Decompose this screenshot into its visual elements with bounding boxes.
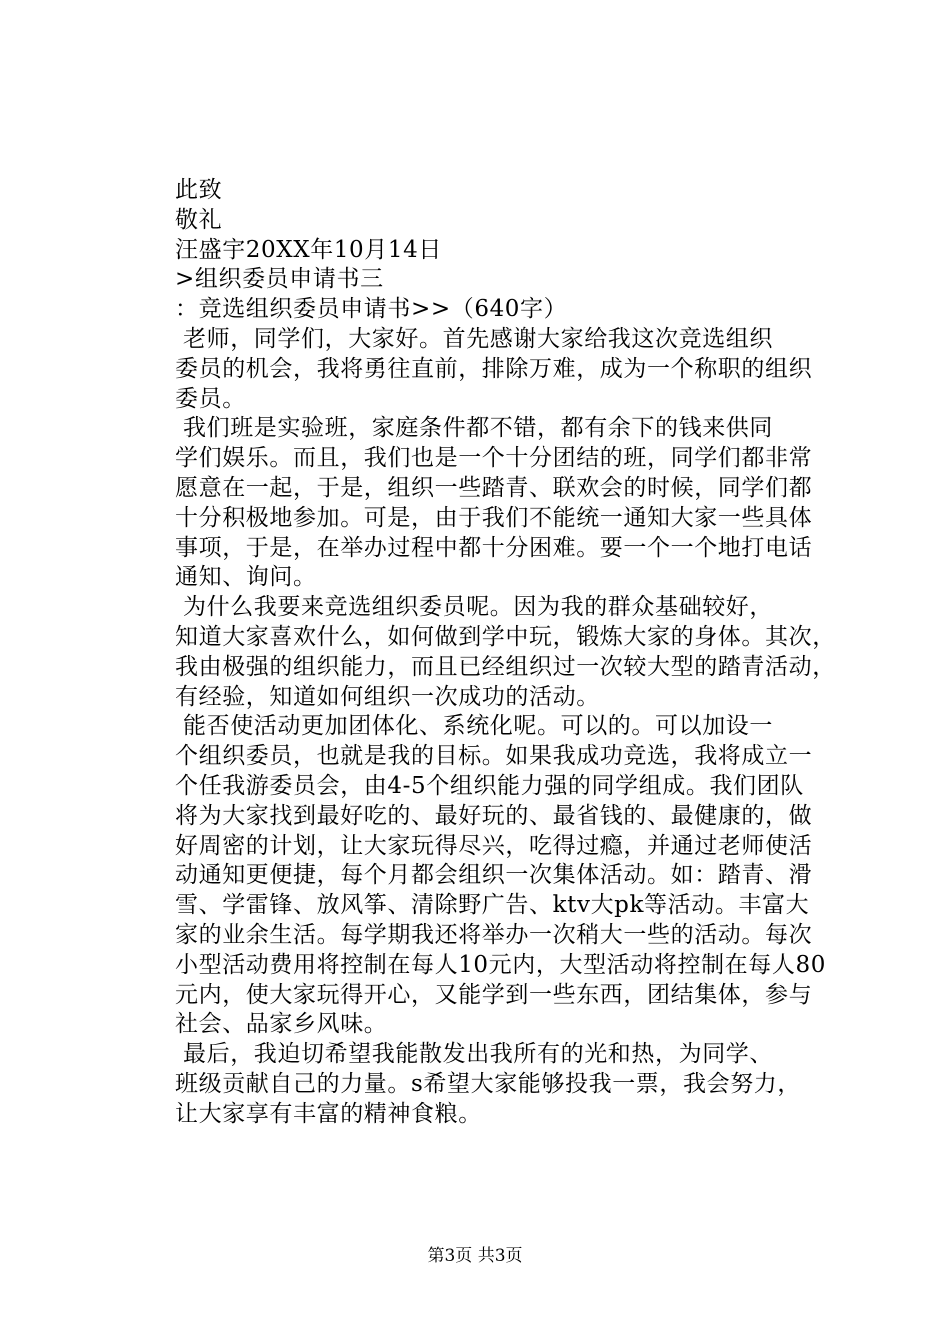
paragraph-line: 事项，于是，在举办过程中都十分困难。要一个一个地打电话 <box>175 534 813 561</box>
closing-salutation: 此致 <box>175 177 223 203</box>
paragraph-line: 家的业余生活。每学期我还将举办一次稍大一些的活动。每次 <box>175 921 813 948</box>
paragraph-line: 委员的机会，我将勇往直前，排除万难，成为一个称职的组织 <box>175 355 813 382</box>
paragraph-line: 个组织委员，也就是我的目标。如果我成功竞选，我将成立一 <box>175 743 813 770</box>
document-body <box>175 176 835 1130</box>
paragraph-line: 好周密的计划，让大家玩得尽兴，吃得过瘾，并通过老师使活 <box>175 832 813 859</box>
paragraph-class-background <box>175 414 835 593</box>
paragraph-line: 为什么我要来竞选组织委员呢。因为我的群众基础较好， <box>183 594 773 621</box>
paragraph-line: 最后，我迫切希望我能散发出我所有的光和热，为同学、 <box>183 1041 773 1068</box>
paragraph-line: 学们娱乐。而且，我们也是一个十分团结的班，同学们都非常 <box>175 445 813 472</box>
paragraph-line: 我们班是实验班，家庭条件都不错，都有余下的钱来供同 <box>183 415 773 442</box>
paragraph-line: 班级贡献自己的力量。s希望大家能够投我一票，我会努力， <box>175 1070 802 1097</box>
page-number-footer: 第3页 共3页 <box>427 1246 523 1266</box>
paragraph-line: 社会、品家乡风味。 <box>175 1011 388 1038</box>
signature-date: 汪盛宇20XX年10月14日 <box>175 236 442 263</box>
paragraph-line: 愿意在一起，于是，组织一些踏青、联欢会的时候，同学们都 <box>175 474 813 501</box>
paragraph-line: 将为大家找到最好吃的、最好玩的、最省钱的、最健康的，做 <box>175 802 813 829</box>
paragraph-line: 小型活动费用将控制在每人10元内，大型活动将控制在每人80 <box>175 951 826 978</box>
paragraph-line: 动通知更便捷，每个月都会组织一次集体活动。如：踏青、滑 <box>175 862 813 889</box>
paragraph-line: 让大家享有丰富的精神食粮。 <box>175 1100 482 1127</box>
paragraph-line: 通知、询问。 <box>175 564 317 591</box>
paragraph-line: 能否使活动更加团体化、系统化呢。可以的。可以加设一 <box>183 713 773 740</box>
closing-regards: 敬礼 <box>175 206 223 233</box>
section-title: >组织委员申请书三 <box>175 266 384 293</box>
paragraph-line: 雪、学雷锋、放风筝、清除野广告、ktv大pk等活动。丰富大 <box>175 892 810 919</box>
paragraph-line: 老师，同学们，大家好。首先感谢大家给我这次竞选组织 <box>183 325 773 352</box>
paragraph-greeting <box>175 325 835 414</box>
paragraph-line: 元内，使大家玩得开心，又能学到一些东西，团结集体，参与 <box>175 981 813 1008</box>
paragraph-conclusion <box>175 1040 835 1129</box>
paragraph-line: 我由极强的组织能力，而且已经组织过一次较大型的踏青活动， <box>175 653 836 680</box>
paragraph-line: 十分积极地参加。可是，由于我们不能统一通知大家一些具体 <box>175 504 813 531</box>
paragraph-line: 委员。 <box>175 385 246 412</box>
paragraph-line: 知道大家喜欢什么，如何做到学中玩，锻炼大家的身体。其次， <box>175 623 836 650</box>
section-subtitle: ：竞选组织委员申请书>>（640字） <box>175 296 568 323</box>
paragraph-line: 个任我游委员会，由4-5个组织能力强的同学组成。我们团队 <box>175 772 804 799</box>
paragraph-line: 有经验，知道如何组织一次成功的活动。 <box>175 683 600 710</box>
paragraph-reasons <box>175 593 835 712</box>
paragraph-plans <box>175 712 835 1040</box>
